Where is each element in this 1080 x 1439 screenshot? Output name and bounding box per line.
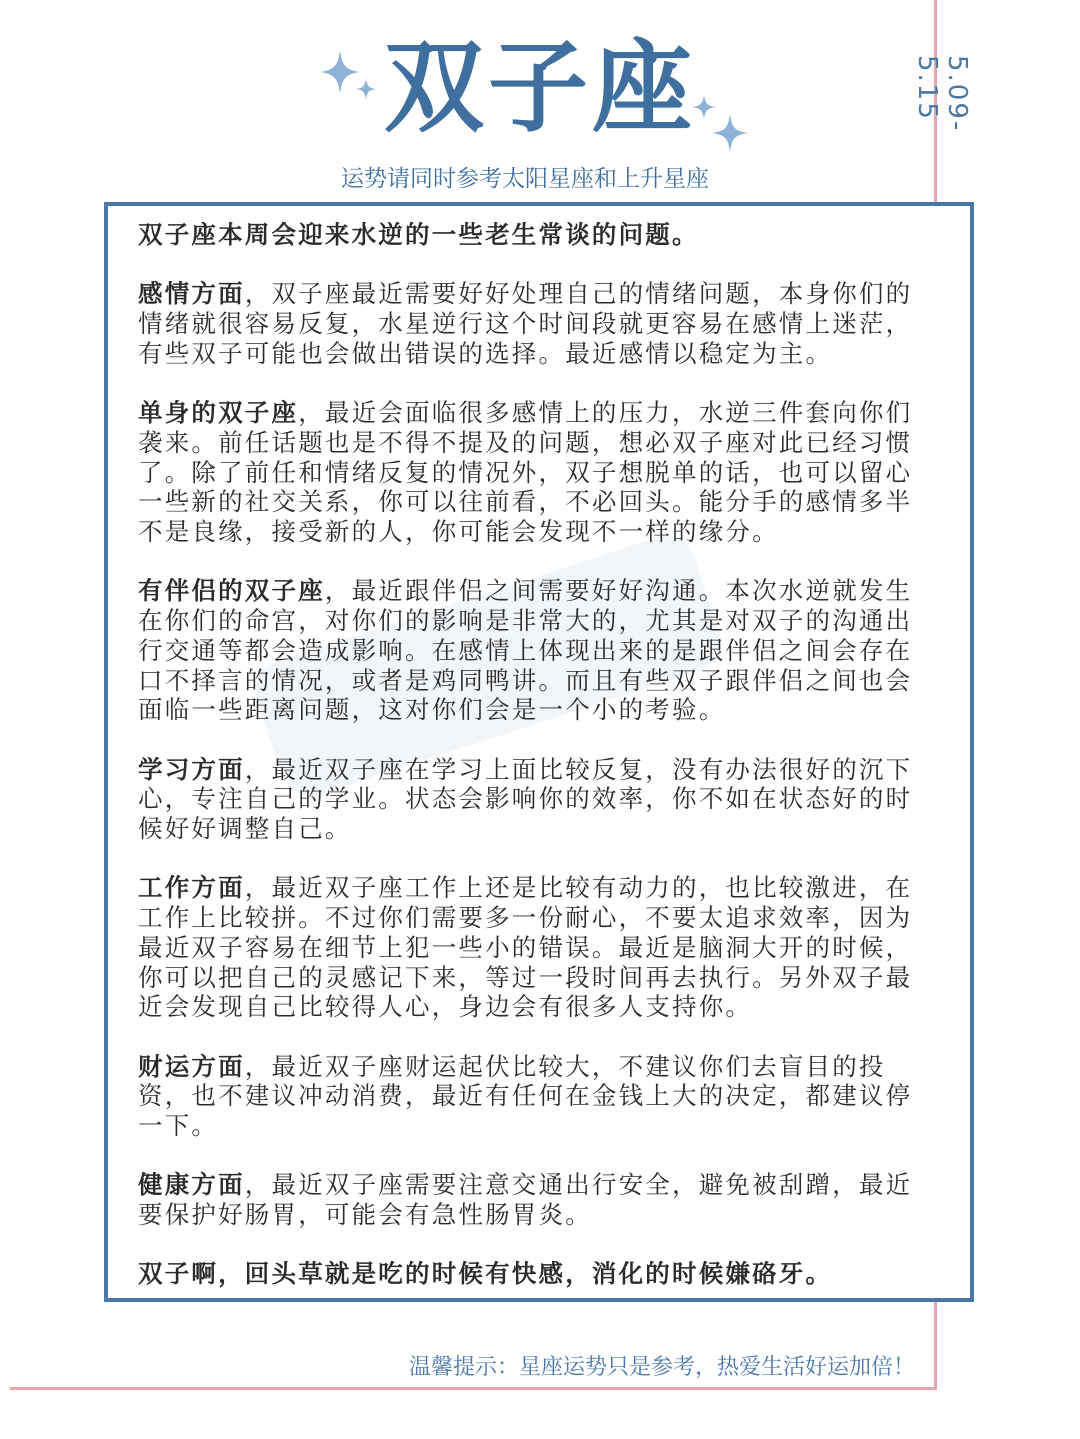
content-box	[104, 202, 974, 1302]
section-label: 单身的双子座	[138, 398, 299, 428]
section-text: ，双子座最近需要好好处理自己的情绪问题，本身你们的情绪就很容易反复，水星逆行这个时间段就更容易在感情上迷茫，有些双子可能也会做出错误的选择。最近感情以稳定为主。	[138, 279, 913, 368]
intro-text: 双子座本周会迎来水逆的一些老生常谈的问题。	[138, 220, 699, 249]
section-text: ，最近双子座财运起伏比较大，不建议你们去盲目的投资，也不建议冲动消费，最近有任何在金钱上大的决定，都建议停一下。	[138, 1051, 913, 1140]
pink-horizontal-line	[10, 1387, 937, 1390]
section-wealth	[138, 1052, 918, 1141]
section-study	[138, 755, 918, 844]
closing-text: 双子啊，回头草就是吃的时候有快感，消化的时候嫌硌牙。	[138, 1259, 833, 1289]
section-single	[138, 398, 918, 547]
section-text: ，最近会面临很多感情上的压力，水逆三件套向你们袭来。前任话题也是不得不提及的问题，想必双子座对此已经习惯了。除了前任和情绪反复的情况外，双子想脱单的话，也可以留心一些新的社交关系，你可以往前看，不必回头。能分手的感情多半不是良缘，接受新的人，你可能会发现不一样的缘分。	[138, 398, 913, 546]
subtitle: 运势请同时参考太阳星座和上升星座	[341, 166, 709, 192]
section-text: ，最近双子座需要注意交通出行安全，避免被刮蹭，最近要保护好肠胃，可能会有急性肠胃炎。	[138, 1170, 913, 1230]
section-health	[138, 1170, 918, 1229]
sparkle-icon	[318, 48, 378, 103]
section-label: 学习方面	[138, 754, 245, 784]
section-label: 感情方面	[138, 279, 245, 309]
footer-tip: 温馨提示：星座运势只是参考，热爱生活好运加倍！	[408, 1355, 915, 1380]
page-title: 双子座	[384, 29, 696, 146]
date-range: 5.09-5.15	[912, 55, 972, 133]
section-text: ，最近双子座工作上还是比较有动力的，也比较激进，在工作上比较拼。不过你们需要多一份耐心，不要太追求效率，因为最近双子容易在细节上犯一些小的错误。最近是脑洞大开的时候，你可以把自己的灵感记下来，等过一段时间再去执行。另外双子最近会发现自己比较得人心，身边会有很多人支持你。	[138, 873, 913, 1022]
section-label: 财运方面	[138, 1051, 245, 1081]
section-text: ，最近跟伴侣之间需要好好沟通。本次水逆就发生在你们的命宫，对你们的影响是非常大的，尤其是对双子的沟通出行交通等都会造成影响。在感情上体现出来的是跟伴侣之间会存在口不择言的情况，或者是鸡同鸭讲。而且有些双子跟伴侣之间也会面临一些距离问题，这对你们会是一个小的考验。	[138, 576, 913, 725]
section-label: 工作方面	[138, 873, 245, 903]
section-text: ，最近双子座在学习上面比较反复，没有办法很好的沉下心，专注自己的学业。状态会影响你的效率，你不如在状态好的时候好好调整自己。	[138, 754, 913, 843]
section-label: 健康方面	[138, 1170, 245, 1200]
content	[138, 220, 918, 1319]
section-work	[138, 873, 918, 1022]
section-couple	[138, 576, 918, 725]
section-label: 有伴侣的双子座	[138, 576, 325, 606]
section-love	[138, 279, 918, 368]
